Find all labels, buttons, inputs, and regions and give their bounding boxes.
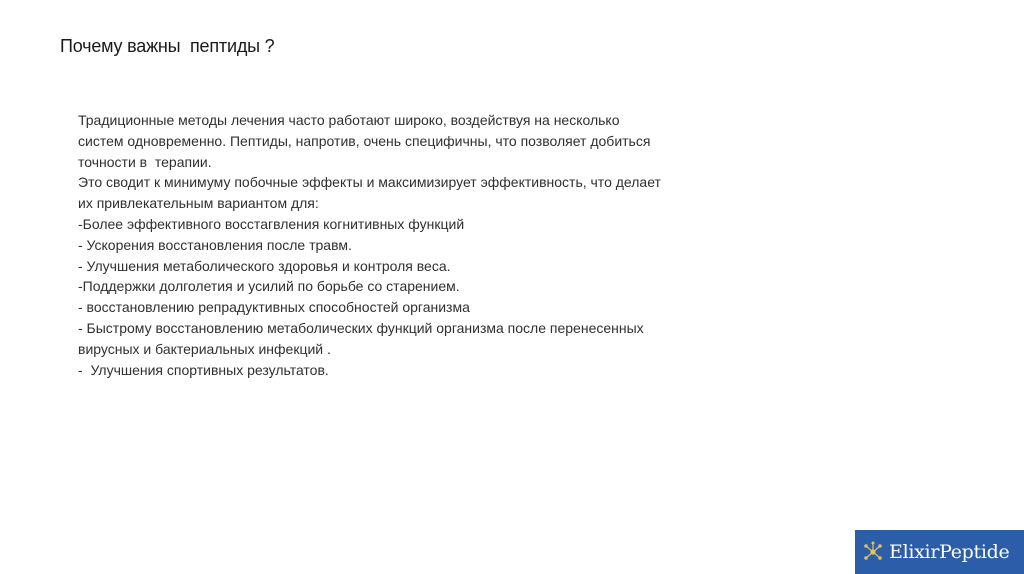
body-line: Это сводит к минимуму побочные эффекты и максимизирует эффективность, что делает xyxy=(78,174,661,191)
slide-body xyxy=(78,110,758,380)
body-line: - Улучшения спортивных результатов. xyxy=(78,361,329,378)
body-line: точности в терапии. xyxy=(78,153,212,170)
elixirpeptide-logo xyxy=(855,530,1024,574)
body-line: -Поддержки долголетия и усилий по борьбе со старением. xyxy=(78,278,460,295)
body-line: вирусных и бактериальных инфекций . xyxy=(78,340,331,357)
body-line: -Более эффективного восстагвления когнитивных функций xyxy=(78,215,465,232)
body-line: Традиционные методы лечения часто работают широко, воздействуя на несколько xyxy=(78,112,620,128)
body-line: систем одновременно. Пептиды, напротив, очень специфичны, что позволяет добиться xyxy=(78,132,651,149)
slide-title: Почему важны пептиды ? xyxy=(60,36,275,56)
logo-text: ElixirPeptide xyxy=(889,541,1010,563)
body-line: - восстановлению репрадуктивных способностей организма xyxy=(78,299,470,316)
body-line: - Ускорения восстановления после травм. xyxy=(78,236,352,253)
body-line: - Быстрому восстановлению метаболических функций организма после перенесенных xyxy=(78,319,644,336)
body-line: - Улучшения метаболического здоровья и контроля веса. xyxy=(78,257,451,274)
molecule-icon xyxy=(861,540,885,564)
body-line: их привлекательным вариантом для: xyxy=(78,195,319,212)
